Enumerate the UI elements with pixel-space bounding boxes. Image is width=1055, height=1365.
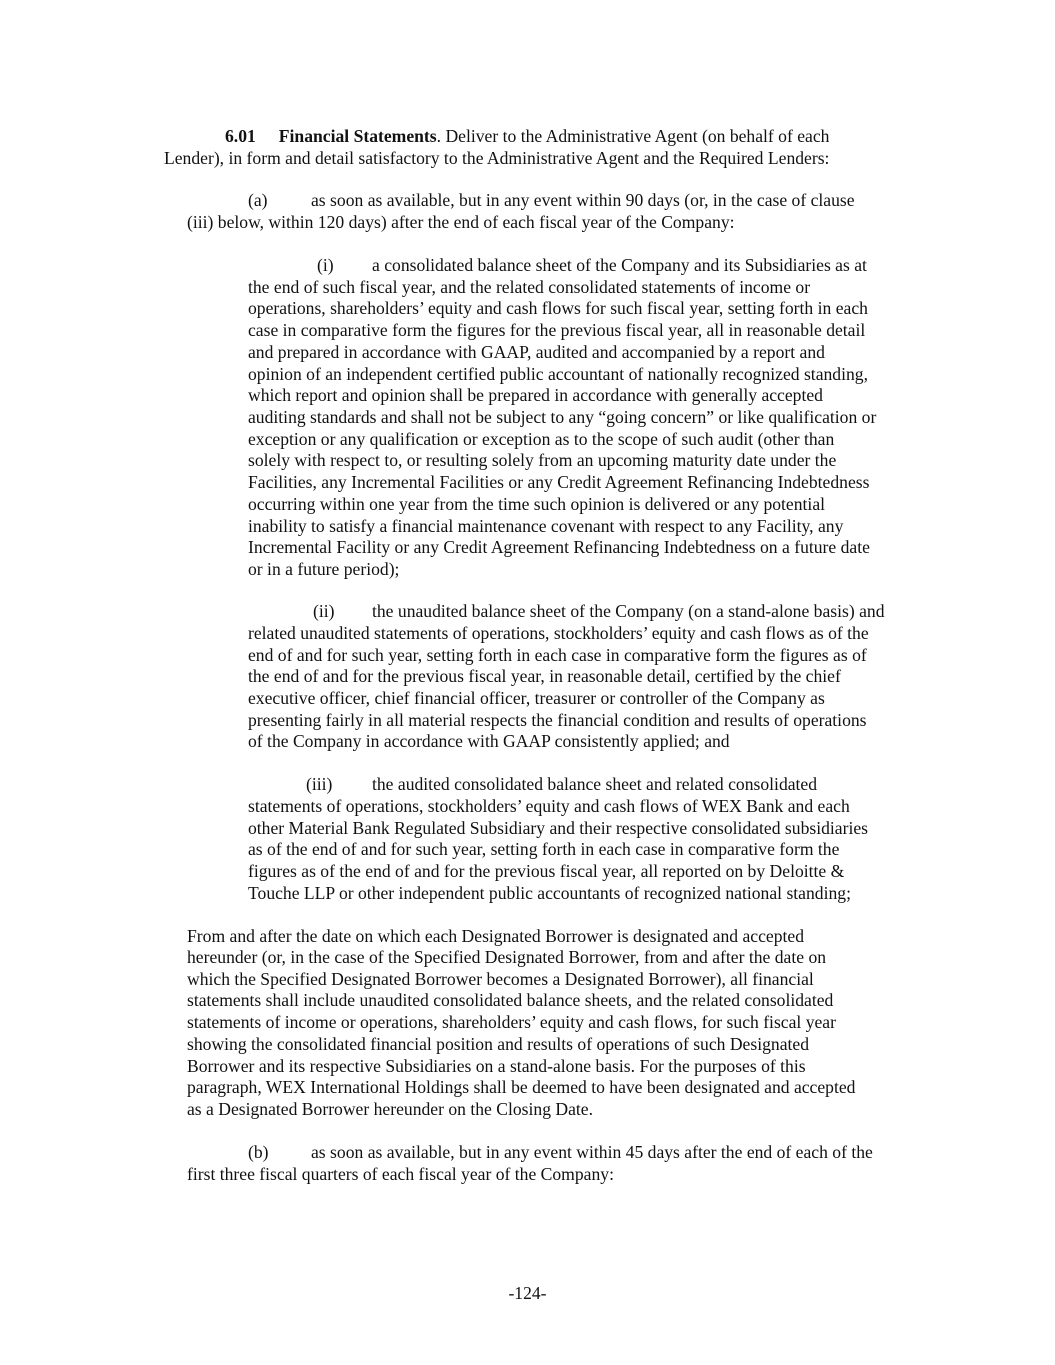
paragraph-line: hereunder (or, in the case of the Specified Designated Borrower, from and after the date on bbox=[187, 947, 827, 967]
item-ii-line: end of and for such year, setting forth in each case in comparative form the figures as of bbox=[248, 645, 867, 665]
item-iii-label: (iii) bbox=[306, 774, 333, 794]
item-i-line: inability to satisfy a financial maintenance covenant with respect to any Facility, any bbox=[248, 516, 844, 536]
item-ii-line: executive officer, chief financial officer, treasurer or controller of the Company as bbox=[248, 688, 825, 708]
section-intro-text: . Deliver to the Administrative Agent (on behalf of each bbox=[436, 126, 830, 146]
clause-b-text-cont: first three fiscal quarters of each fiscal year of the Company: bbox=[187, 1164, 614, 1184]
item-ii-label: (ii) bbox=[313, 601, 335, 621]
paragraph-line: From and after the date on which each Designated Borrower is designated and accepted bbox=[187, 926, 805, 946]
item-iii-line: statements of operations, stockholders’ equity and cash flows of WEX Bank and each bbox=[248, 796, 850, 816]
paragraph-line: Borrower and its respective Subsidiaries on a stand-alone basis. For the purposes of this bbox=[187, 1056, 806, 1076]
item-ii-text: the unaudited balance sheet of the Company (on a stand-alone basis) and bbox=[372, 601, 885, 621]
item-i-line: exception or any qualification or exception as to the scope of such audit (other than bbox=[248, 429, 835, 449]
section-intro-line: Lender), in form and detail satisfactory to the Administrative Agent and the Required Lenders: bbox=[164, 148, 830, 168]
clause-a-text: as soon as available, but in any event within 90 days (or, in the case of clause bbox=[311, 190, 855, 210]
item-i-line: case in comparative form the figures for the previous fiscal year, all in reasonable detail bbox=[248, 320, 866, 340]
item-ii-line: presenting fairly in all material respects the financial condition and results of operations bbox=[248, 710, 867, 730]
paragraph-line: statements shall include unaudited consolidated balance sheets, and the related consolidated bbox=[187, 990, 834, 1010]
item-i-line: or in a future period); bbox=[248, 559, 400, 579]
clause-a-label: (a) bbox=[248, 190, 268, 210]
paragraph-line: paragraph, WEX International Holdings shall be deemed to have been designated and accepted bbox=[187, 1077, 856, 1097]
item-iii-line: Touche LLP or other independent public accountants of recognized national standing; bbox=[248, 883, 851, 903]
clause-a-text-cont: (iii) below, within 120 days) after the end of each fiscal year of the Company: bbox=[187, 212, 735, 232]
item-i-line: which report and opinion shall be prepared in accordance with generally accepted bbox=[248, 385, 823, 405]
item-iii-line: other Material Bank Regulated Subsidiary and their respective consolidated subsidiaries bbox=[248, 818, 869, 838]
item-i-line: operations, shareholders’ equity and cash flows for such fiscal year, setting forth in each bbox=[248, 298, 868, 318]
paragraph-line: showing the consolidated financial position and results of operations of such Designated bbox=[187, 1034, 810, 1054]
section-title: Financial Statements bbox=[278, 126, 437, 146]
item-iii-line: figures as of the end of and for the previous fiscal year, all reported on by Deloitte & bbox=[248, 861, 845, 881]
item-i-line: solely with respect to, or resulting solely from an upcoming maturity date under the bbox=[248, 450, 837, 470]
item-i-text: a consolidated balance sheet of the Company and its Subsidiaries as at bbox=[372, 255, 867, 275]
item-iii-text: the audited consolidated balance sheet and related consolidated bbox=[372, 774, 818, 794]
section-number: 6.01 bbox=[225, 126, 256, 146]
page-number: -124- bbox=[508, 1283, 547, 1303]
item-ii-line: the end of and for the previous fiscal year, in reasonable detail, certified by the chief bbox=[248, 666, 841, 686]
item-i-line: Incremental Facility or any Credit Agreement Refinancing Indebtedness on a future date bbox=[248, 537, 870, 557]
item-i-line: occurring within one year from the time such opinion is delivered or any potential bbox=[248, 494, 826, 514]
section-heading-line bbox=[225, 126, 829, 148]
paragraph-line: statements of income or operations, shareholders’ equity and cash flows, for such fiscal year bbox=[187, 1012, 836, 1032]
paragraph-line: as a Designated Borrower hereunder on the Closing Date. bbox=[187, 1099, 593, 1119]
item-ii-line: of the Company in accordance with GAAP consistently applied; and bbox=[248, 731, 730, 751]
item-i-line: the end of such fiscal year, and the related consolidated statements of income or bbox=[248, 277, 811, 297]
item-i-line: auditing standards and shall not be subject to any “going concern” or like qualification or bbox=[248, 407, 877, 427]
item-i-line: opinion of an independent certified public accountant of nationally recognized standing, bbox=[248, 364, 868, 384]
clause-b-text: as soon as available, but in any event within 45 days after the end of each of the bbox=[311, 1142, 873, 1162]
clause-b-label: (b) bbox=[248, 1142, 269, 1162]
paragraph-line: which the Specified Designated Borrower becomes a Designated Borrower), all financial bbox=[187, 969, 814, 989]
item-i-line: Facilities, any Incremental Facilities or any Credit Agreement Refinancing Indebtedness bbox=[248, 472, 870, 492]
item-i-line: and prepared in accordance with GAAP, audited and accompanied by a report and bbox=[248, 342, 825, 362]
item-i-label: (i) bbox=[317, 255, 334, 275]
item-ii-line: related unaudited statements of operations, stockholders’ equity and cash flows as of the bbox=[248, 623, 869, 643]
item-iii-line: as of the end of and for such year, setting forth in each case in comparative form the bbox=[248, 839, 840, 859]
